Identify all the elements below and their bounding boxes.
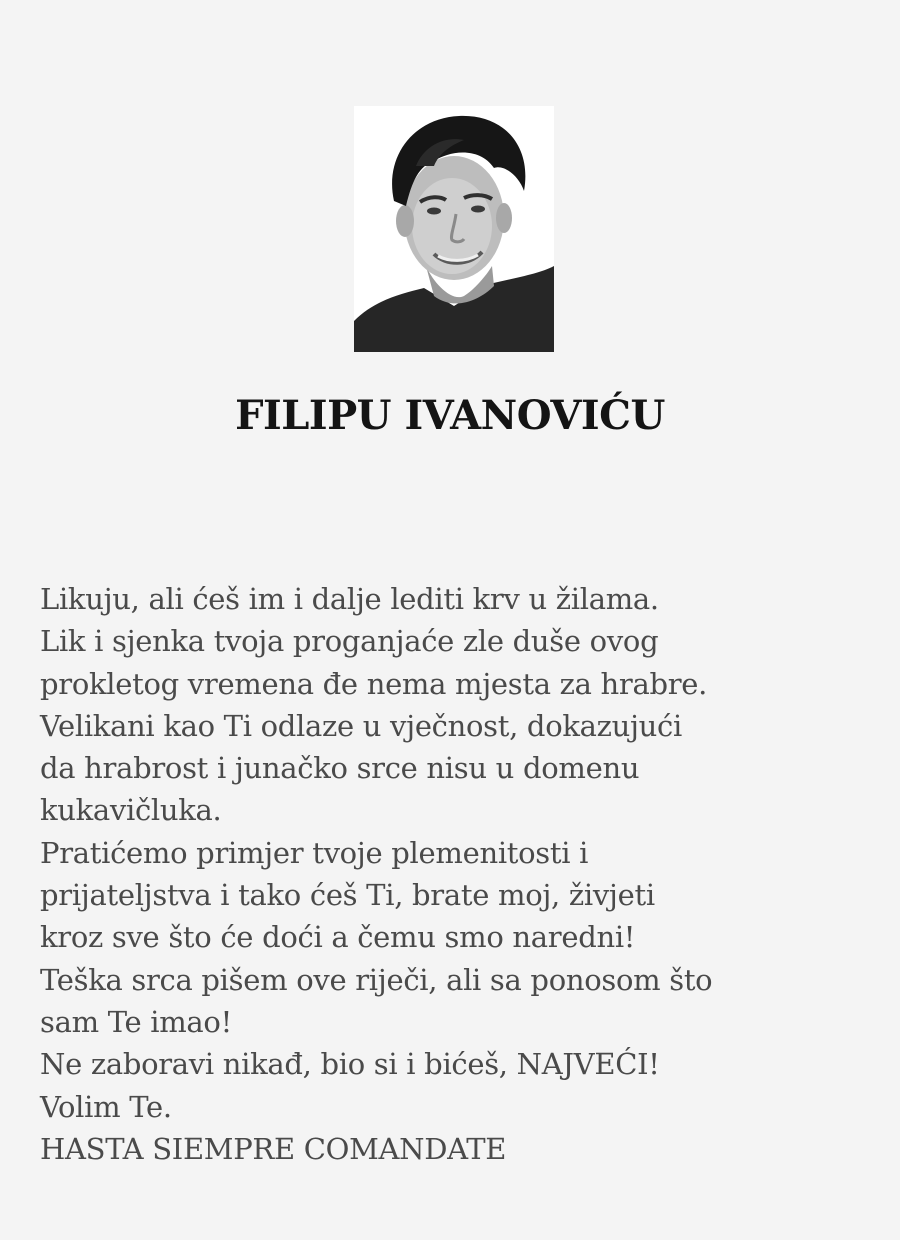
tribute-message bbox=[40, 578, 880, 1170]
message-line: Volim Te. bbox=[40, 1089, 172, 1124]
message-line: kroz sve što će doći a čemu smo naredni! bbox=[40, 920, 636, 955]
message-line: Lik i sjenka tvoja proganjaće zle duše ovog bbox=[40, 624, 659, 659]
deceased-name: FILIPU IVANOVIĆU bbox=[235, 392, 665, 439]
portrait-icon bbox=[354, 106, 554, 352]
message-line: HASTA SIEMPRE COMANDATE bbox=[40, 1131, 507, 1166]
message-line: Velikani kao Ti odlaze u vječnost, dokazujući bbox=[40, 708, 682, 743]
message-line: prokletog vremena đe nema mjesta za hrabre. bbox=[40, 666, 708, 701]
message-line: kukavičluka. bbox=[40, 793, 222, 828]
portrait-photo bbox=[354, 106, 554, 352]
message-line: Likuju, ali ćeš im i dalje lediti krv u žilama. bbox=[40, 582, 659, 616]
message-line: sam Te imao! bbox=[40, 1004, 232, 1039]
message-line: Teška srca pišem ove riječi, ali sa ponosom što bbox=[40, 962, 713, 997]
message-line: prijateljstva i tako ćeš Ti, brate moj, živjeti bbox=[40, 878, 655, 913]
message-line: Ne zaboravi nikađ, bio si i bićeš, NAJVEĆI! bbox=[40, 1047, 660, 1082]
message-line: da hrabrost i junačko srce nisu u domenu bbox=[40, 751, 640, 786]
message-line: Pratićemo primjer tvoje plemenitosti i bbox=[40, 835, 589, 870]
